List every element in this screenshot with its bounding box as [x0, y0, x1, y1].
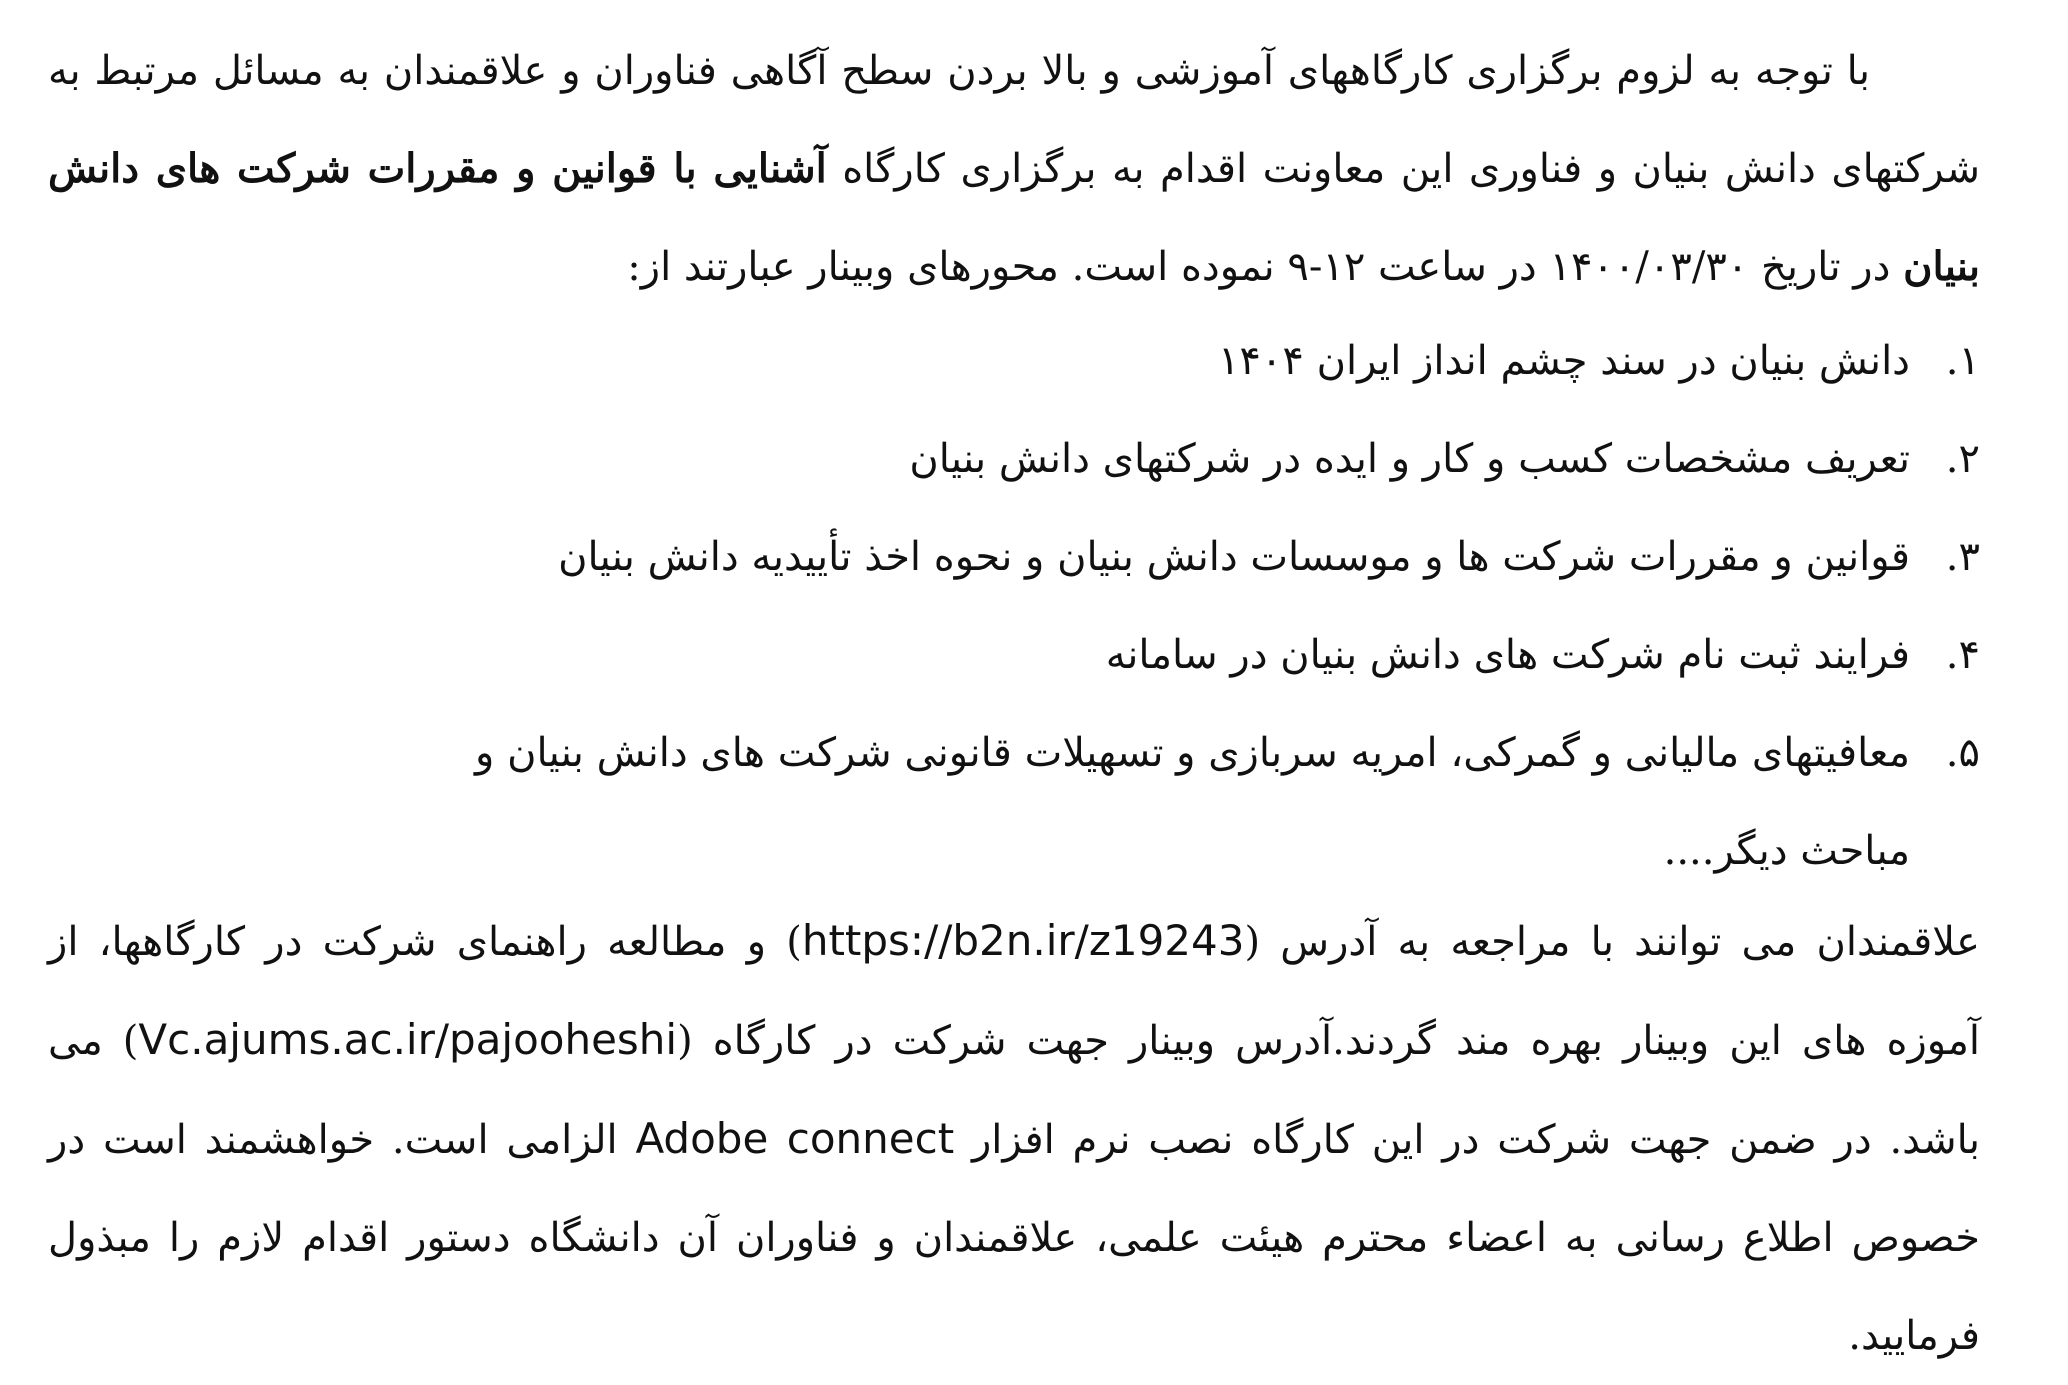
workshop-title: آشنایی با قوانین و مقررات شرکت های دانش بنیان	[48, 145, 1980, 290]
outro-text-2: ) و مطالعه راهنمای شرکت در کارگاهها، از آموزه های این وبینار بهره مند گردند.آدرس وبینار جهت شرکت در کارگاه (	[48, 919, 1980, 1064]
list-item	[280, 606, 1980, 704]
outro-paragraph	[48, 892, 1980, 1385]
topics-list	[280, 312, 1980, 900]
list-item-number: ۳.	[1945, 534, 1980, 580]
intro-paragraph	[48, 22, 1980, 316]
webinar-link[interactable]: Vc.ajums.ac.ir/pajooheshi	[138, 1015, 678, 1064]
software-name: Adobe connect	[635, 1114, 955, 1163]
outro-text-4: الزامی است. خواهشمند است در خصوص اطلاع رسانی به اعضاء محترم هیئت علمی، علاقمندان و فناوران آن دانشگاه دستور اقدام لازم را مبذول فرمایید.	[48, 1117, 1980, 1359]
list-item-text: قوانین و مقررات شرکت ها و موسسات دانش بنیان و نحوه اخذ تأییدیه دانش بنیان	[558, 534, 1910, 580]
outro-text-3: ) می باشد. در ضمن جهت شرکت در این کارگاه نصب نرم افزار	[48, 1018, 1980, 1163]
list-item-number: ۱.	[1945, 338, 1980, 384]
intro-text-before: با توجه به لزوم برگزاری کارگاههای آموزشی و بالا بردن سطح آگاهی فناوران و علاقمندان به مسائل مرتبط به شرکتهای دانش بنیان و فناوری این معاونت اقدام به برگزاری کارگاه	[48, 48, 1980, 192]
list-item-text: دانش بنیان در سند چشم انداز ایران ۱۴۰۴	[1217, 338, 1910, 384]
intro-text-after: در تاریخ ۱۴۰۰/۰۳/۳۰ در ساعت ۱۲-۹ نموده است. محورهای وبینار عبارتند از:	[627, 244, 1904, 290]
list-item-text: معافیتهای مالیانی و گمرکی، امریه سربازی و تسهیلات قانونی شرکت های دانش بنیان و مباحث دیگر....	[475, 730, 1910, 874]
list-item	[280, 508, 1980, 606]
list-item-text: فرایند ثبت نام شرکت های دانش بنیان در سامانه	[1105, 632, 1910, 678]
list-item-text: تعریف مشخصات کسب و کار و ایده در شرکتهای دانش بنیان	[909, 436, 1910, 482]
list-item-number: ۲.	[1945, 436, 1980, 482]
list-item-number: ۴.	[1945, 632, 1980, 678]
list-item	[280, 410, 1980, 508]
outro-text-1: علاقمندان می توانند با مراجعه به آدرس (	[1244, 919, 1980, 965]
list-item	[430, 704, 1980, 900]
list-item	[280, 312, 1980, 410]
registration-link[interactable]: https://b2n.ir/z19243	[801, 916, 1245, 965]
list-item-number: ۵.	[1945, 730, 1980, 776]
